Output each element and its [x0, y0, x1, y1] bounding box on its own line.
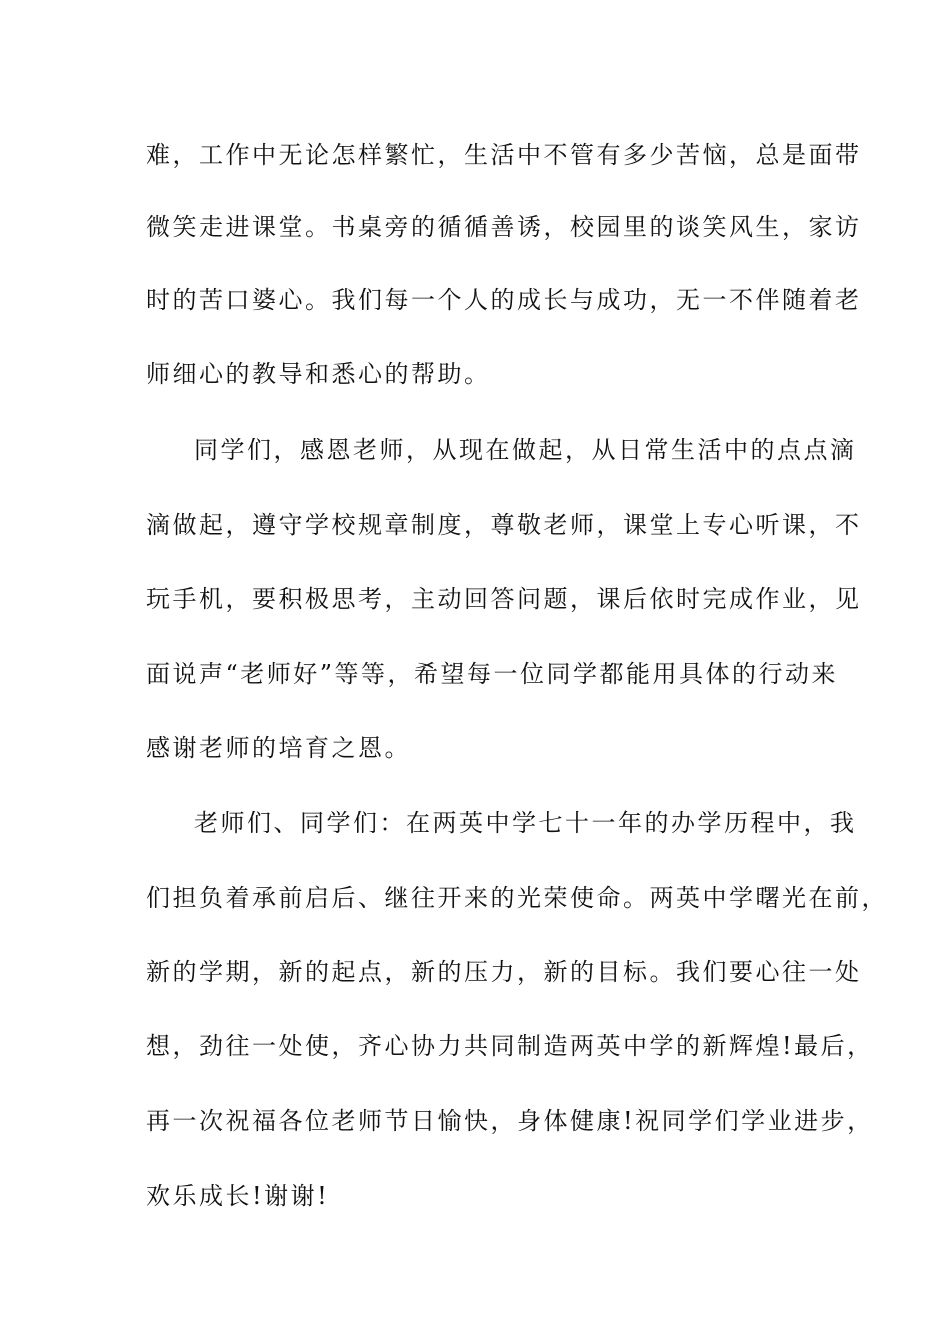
text-line: 面说声“老师好”等等，希望每一位同学都能用具体的行动来 [146, 660, 839, 688]
text-line: 新的学期，新的起点，新的压力，新的目标。我们要心往一处 [146, 958, 862, 986]
paragraph-start-line: 同学们，感恩老师，从现在做起，从日常生活中的点点滴 [194, 436, 857, 464]
text-line: 再一次祝福各位老师节日愉快，身体健康!祝同学们学业进步， [146, 1107, 874, 1135]
paragraph-start-line: 老师们、同学们：在两英中学七十一年的办学历程中，我 [194, 809, 857, 837]
text-line: 师细心的教导和悉心的帮助。 [146, 360, 491, 388]
text-line: 想，劲往一处使，齐心协力共同制造两英中学的新辉煌!最后， [146, 1032, 874, 1060]
text-line: 难，工作中无论怎样繁忙，生活中不管有多少苦恼，总是面带 [146, 141, 862, 169]
text-line: 玩手机，要积极思考，主动回答问题，课后依时完成作业，见 [146, 585, 862, 613]
text-line: 时的苦口婆心。我们每一个人的成长与成功，无一不伴随着老 [146, 286, 862, 314]
text-line: 欢乐成长!谢谢! [146, 1182, 330, 1210]
text-line: 感谢老师的培育之恩。 [146, 734, 411, 762]
text-line: 滴做起，遵守学校规章制度，尊敬老师，课堂上专心听课，不 [146, 511, 862, 539]
text-line: 们担负着承前启后、继往开来的光荣使命。两英中学曙光在前， [146, 884, 888, 912]
text-line: 微笑走进课堂。书桌旁的循循善诱，校园里的谈笑风生，家访 [146, 213, 862, 241]
